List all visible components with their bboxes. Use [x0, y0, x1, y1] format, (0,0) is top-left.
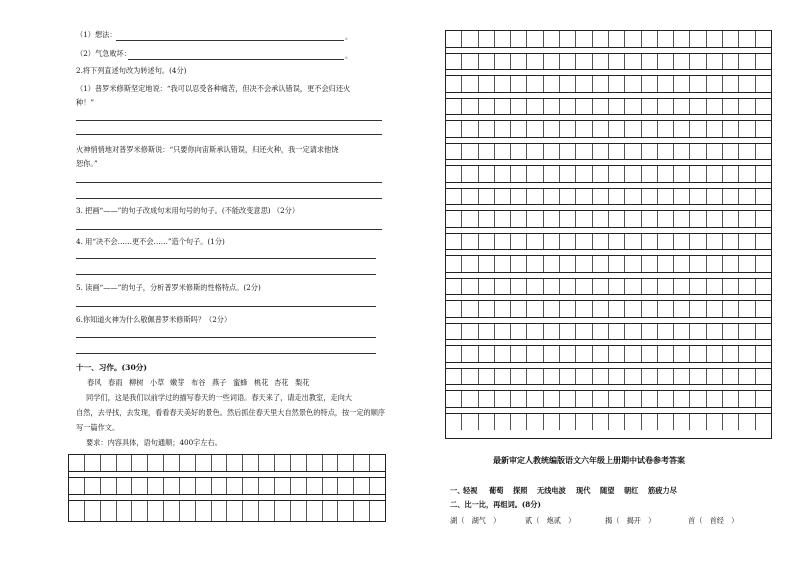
grid-row	[446, 369, 771, 386]
grid-row	[69, 455, 385, 472]
prompt-paragraph-line3: 写一篇作文。	[76, 423, 120, 432]
grid-row	[446, 211, 771, 228]
word-item: 嫩芽	[170, 378, 185, 387]
writing-requirements: 要求：内容具体，语句通顺；400字左右。	[86, 438, 222, 447]
q2-answer-line[interactable]	[128, 59, 344, 60]
grid-row	[446, 391, 771, 408]
q6-answer-line[interactable]	[76, 306, 376, 307]
answer-word: 轻视	[463, 486, 478, 495]
word-item: 柳树	[129, 378, 144, 387]
grid-row	[446, 99, 771, 116]
answer-key-title: 最新审定人教统编版语文六年级上册期中试卷参考答案	[493, 455, 685, 465]
q2-label: （2）气急败坏：	[76, 49, 131, 58]
q4-text: 3. 把画“——”的句子改成句末用句号的句子。(不能改变意思) （2分）	[76, 206, 300, 215]
word-item: 桃花	[254, 378, 269, 387]
q5-answer-line-1[interactable]	[76, 258, 376, 259]
q5-answer-line-2[interactable]	[76, 274, 376, 275]
section-11-title: 十一、习作。(30分)	[76, 363, 147, 372]
q3-1-answer-line-1[interactable]	[76, 120, 382, 121]
answer-section-2-title: 二、比一比，再组词。(8分)	[450, 500, 541, 509]
prompt-paragraph-line2: 自然，去寻找，去发现，看看春天美好的景色。然后抓住春天里大自然景色的特点，按一定的顺序	[76, 408, 386, 417]
q1-end: 。	[345, 32, 353, 41]
grid-row	[446, 166, 771, 183]
grid-row	[446, 256, 771, 273]
answer-word: 朝红	[624, 486, 639, 495]
grid-row	[446, 234, 771, 251]
composition-grid-left[interactable]	[68, 454, 386, 522]
grid-row	[446, 76, 771, 93]
word-item: 春雨	[108, 378, 123, 387]
grid-row	[446, 54, 771, 71]
q3-title: 2.将下列直述句改为转述句。(4分)	[76, 66, 187, 75]
q3-1-text-line2: 种！”	[76, 98, 95, 107]
grid-row	[446, 301, 771, 318]
word-item: 小草	[150, 378, 165, 387]
word-item: 春风	[87, 378, 102, 387]
grid-row	[446, 279, 771, 296]
grid-row	[69, 478, 385, 495]
q5-text: 4. 用“决不会……更不会……”造个句子。(1分)	[76, 237, 225, 246]
q3-1-answer-line-2[interactable]	[76, 134, 382, 135]
q3-2-answer-line-2[interactable]	[76, 198, 382, 199]
answer-pair: 湖（ 湖气 ）	[450, 516, 501, 525]
q2-end: 。	[345, 51, 353, 60]
word-item: 燕子	[212, 378, 227, 387]
answer-pair: 贰（ 炮贰 ）	[525, 516, 576, 525]
grid-row	[446, 346, 771, 363]
answer-pair: 揭（ 揭开 ）	[605, 516, 656, 525]
answer-word: 筋疲力尽	[648, 486, 677, 495]
q3-1-text-line1: （1）普罗米修斯坚定地说：“我可以忍受各种痛苦，但决不会承认错误，更不会归还火	[76, 84, 351, 93]
grid-row	[446, 31, 771, 48]
q7-text: 6.你知道火神为什么敬佩普罗米修斯吗？（2分）	[76, 315, 232, 324]
word-item: 杏花	[274, 378, 289, 387]
grid-row	[446, 189, 771, 206]
grid-row	[446, 121, 771, 138]
composition-grid-right[interactable]	[445, 30, 772, 439]
q1-label: （1）想法：	[76, 30, 117, 39]
q7-answer-line-1[interactable]	[76, 337, 376, 338]
answer-pair: 首（ 首经 ）	[688, 516, 739, 525]
grid-row	[446, 144, 771, 161]
grid-row	[446, 414, 771, 431]
grid-row	[69, 501, 385, 521]
q7-answer-line-2[interactable]	[76, 353, 376, 354]
answer-word: 现代	[576, 486, 591, 495]
word-item: 布谷	[191, 378, 206, 387]
answer-word: 探照	[513, 486, 528, 495]
prompt-paragraph-line1: 同学们，这是我们以前学过的描写春天的一些词语。春天来了，请走出教室，走向大	[86, 393, 352, 402]
q4-answer-line[interactable]	[76, 229, 382, 230]
answer-word: 葡萄	[489, 486, 504, 495]
answer-section-1-label: 一、	[450, 486, 465, 495]
word-item: 梨花	[295, 378, 310, 387]
q6-text: 5. 读画“——”的句子，分析普罗米修斯的性格特点。(2分)	[76, 283, 261, 292]
q3-2-text-line1: 火神悄悄地对普罗米修斯说：“只要你向宙斯承认错误，归还火种，我一定请求他饶	[76, 145, 339, 154]
q1-answer-line[interactable]	[116, 40, 344, 41]
answer-word: 无线电波	[537, 486, 566, 495]
answer-word: 随望	[600, 486, 615, 495]
q3-2-answer-line-1[interactable]	[76, 182, 382, 183]
word-item: 蜜蜂	[233, 378, 248, 387]
grid-row	[446, 324, 771, 341]
q3-2-text-line2: 恕你。”	[76, 159, 98, 168]
